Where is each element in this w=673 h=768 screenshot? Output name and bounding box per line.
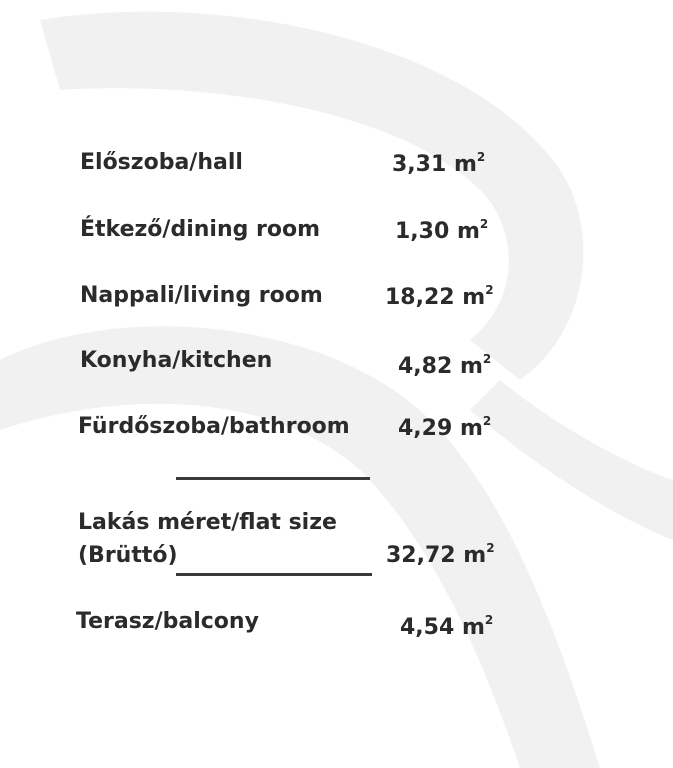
divider-line [176,477,370,480]
room-area: 4,29 $m^2$ [398,414,492,441]
room-label: Előszoba/hall [80,150,243,175]
total-area: 32,72 $m^2$ [386,541,495,568]
terrace-area: 4,54 $m^2$ [400,613,494,640]
total-label-gross: (Brüttó) [78,543,178,568]
room-label: Fürdőszoba/bathroom [78,414,350,439]
room-area: 4,82 $m^2$ [398,352,492,379]
room-label: Konyha/kitchen [80,348,273,373]
total-label: Lakás méret/flat size [78,510,337,535]
room-label: Nappali/living room [80,283,323,308]
total-underline [176,573,372,576]
terrace-label: Terasz/balcony [76,609,259,634]
room-area: 3,31 $m^2$ [392,150,486,177]
room-area: 18,22 $m^2$ [385,283,494,310]
room-label: Étkező/dining room [80,217,321,242]
room-area: 1,30 $m^2$ [395,217,489,244]
